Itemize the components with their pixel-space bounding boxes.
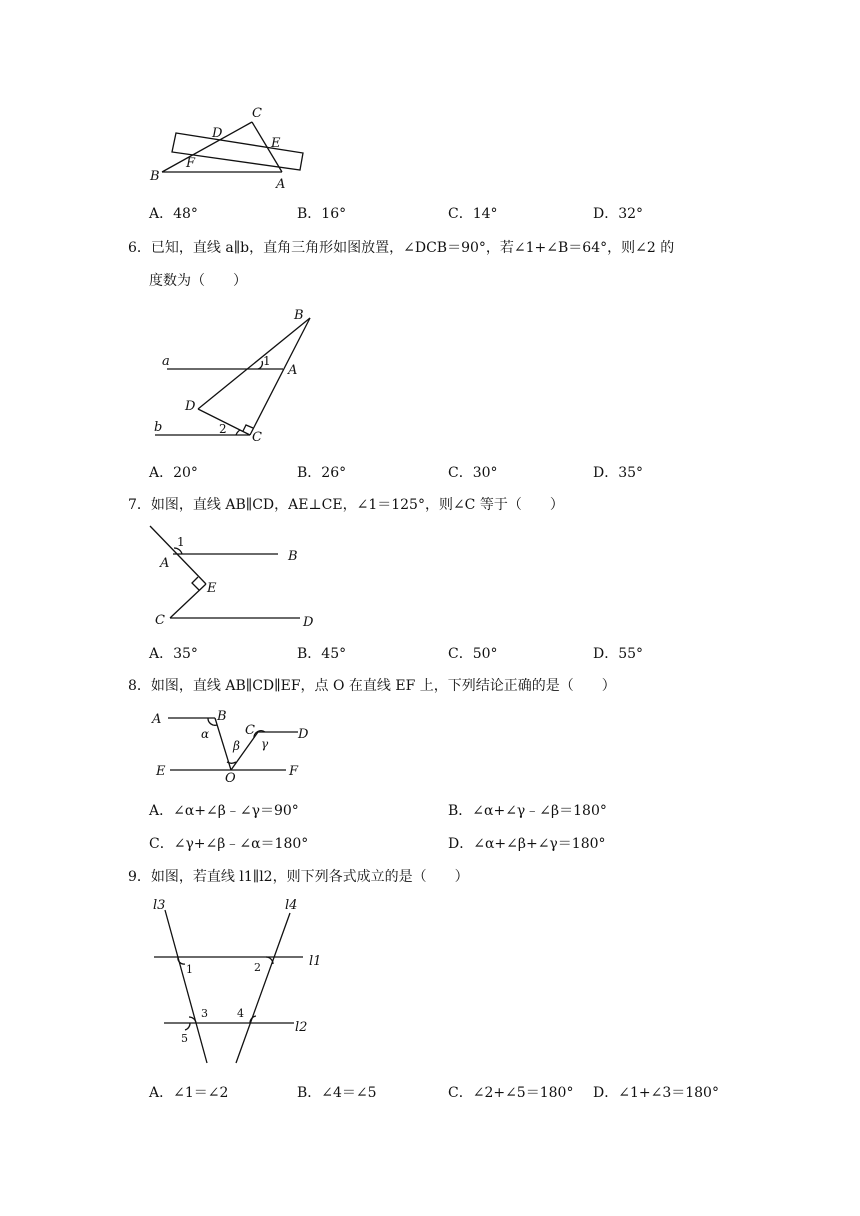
q9-label-l1: l1 xyxy=(309,954,322,969)
q8-question-line1: 8．如图，直线 AB∥CD∥EF，点 O 在直线 EF 上，下列结论正确的是（ ） xyxy=(128,678,616,694)
q7-option-b[interactable]: B．45° xyxy=(297,646,347,662)
q9-label-5: 5 xyxy=(181,1032,188,1045)
q7-label-E: E xyxy=(207,581,217,596)
q6-label-B: B xyxy=(294,308,304,323)
q8-option-c[interactable]: C．∠γ+∠β﹣∠α＝180° xyxy=(149,836,309,852)
q5-option-b[interactable]: B．16° xyxy=(297,206,347,222)
q8-label-C: C xyxy=(245,723,255,738)
q8-option-d[interactable]: D．∠α+∠β+∠γ＝180° xyxy=(448,836,606,852)
q5-label-A: A xyxy=(276,177,286,192)
q9-label-3: 3 xyxy=(201,1007,208,1020)
q7-label-A: A xyxy=(160,556,170,571)
q9-label-l3: l3 xyxy=(153,898,166,913)
q5-label-E: E xyxy=(271,136,281,151)
q7-option-d[interactable]: D．55° xyxy=(593,646,644,662)
q6-label-1: 1 xyxy=(263,354,271,368)
q6-label-D: D xyxy=(185,399,196,414)
q7-label-C: C xyxy=(155,613,165,628)
q8-label-D: D xyxy=(298,727,309,742)
q7-label-B: B xyxy=(288,549,298,564)
q9-label-l2: l2 xyxy=(295,1020,308,1035)
q6-question-line1: 6．已知，直线 a∥b，直角三角形如图放置，∠DCB＝90°，若∠1+∠B＝64°，则∠2 的 xyxy=(128,240,675,256)
q5-label-F: F xyxy=(186,156,196,171)
q5-label-D: D xyxy=(212,126,223,141)
q5-label-B: B xyxy=(150,169,160,184)
q7-option-a[interactable]: A．35° xyxy=(149,646,198,662)
q8-option-b[interactable]: B．∠α+∠γ﹣∠β＝180° xyxy=(448,803,607,819)
q9-label-1: 1 xyxy=(186,963,193,976)
q6-figure xyxy=(150,302,330,447)
q8-label-B: B xyxy=(217,709,227,724)
q8-label-F: F xyxy=(289,764,299,779)
q9-option-a[interactable]: A．∠1＝∠2 xyxy=(149,1085,229,1101)
q7-question-line1: 7．如图，直线 AB∥CD，AE⊥CE，∠1＝125°，则∠C 等于（ ） xyxy=(128,497,564,513)
q6-option-d[interactable]: D．35° xyxy=(593,465,644,481)
q8-label-A: A xyxy=(152,712,162,727)
q8-figure xyxy=(148,704,318,784)
q9-label-l4: l4 xyxy=(285,898,298,913)
q8-label-beta: β xyxy=(233,739,240,753)
q8-label-gamma: γ xyxy=(261,737,269,751)
q9-figure xyxy=(148,895,338,1070)
q9-label-2: 2 xyxy=(254,961,261,974)
q8-option-a[interactable]: A．∠α+∠β﹣∠γ＝90° xyxy=(149,803,299,819)
q7-option-c[interactable]: C．50° xyxy=(448,646,498,662)
q6-label-C: C xyxy=(252,430,262,445)
q8-label-E: E xyxy=(156,764,166,779)
q6-option-c[interactable]: C．30° xyxy=(448,465,498,481)
q9-option-c[interactable]: C．∠2+∠5＝180° xyxy=(448,1085,574,1101)
q5-option-c[interactable]: C．14° xyxy=(448,206,498,222)
q9-label-4: 4 xyxy=(237,1007,244,1020)
q6-label-a: a xyxy=(162,354,170,369)
q6-label-b: b xyxy=(154,420,163,435)
q6-option-a[interactable]: A．20° xyxy=(149,465,198,481)
q9-option-d[interactable]: D．∠1+∠3＝180° xyxy=(593,1085,719,1101)
q6-label-A: A xyxy=(288,363,298,378)
q9-question-line1: 9．如图，若直线 l1∥l2，则下列各式成立的是（ ） xyxy=(128,869,469,885)
q6-question-line2: 度数为（ ） xyxy=(149,273,247,289)
q8-label-O: O xyxy=(225,771,236,784)
q5-option-d[interactable]: D．32° xyxy=(593,206,644,222)
q7-figure xyxy=(148,520,328,632)
q5-option-a[interactable]: A．48° xyxy=(149,206,198,222)
q7-label-1: 1 xyxy=(177,535,185,549)
q6-label-2: 2 xyxy=(219,422,227,436)
q7-label-D: D xyxy=(303,615,314,630)
q6-option-b[interactable]: B．26° xyxy=(297,465,347,481)
q8-label-alpha: α xyxy=(201,727,210,741)
q9-option-b[interactable]: B．∠4＝∠5 xyxy=(297,1085,377,1101)
q5-figure xyxy=(140,100,320,195)
q5-label-C: C xyxy=(252,106,262,121)
